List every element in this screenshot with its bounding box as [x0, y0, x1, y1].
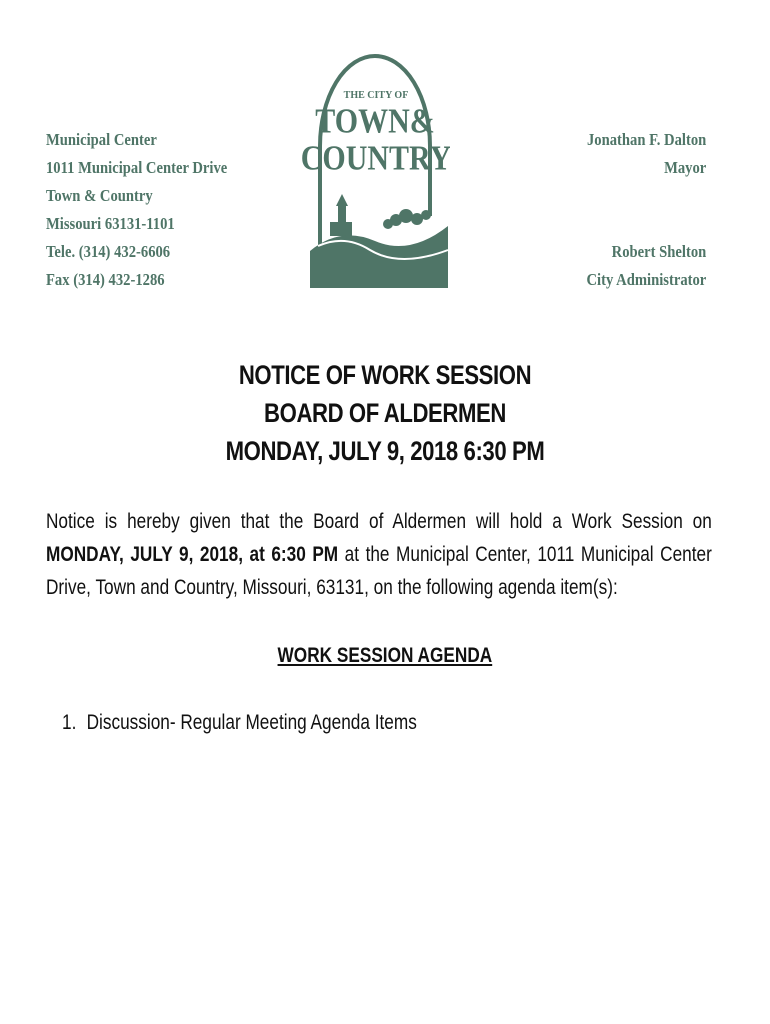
city-logo — [300, 36, 450, 288]
notice-body — [46, 505, 712, 604]
agenda-list — [62, 708, 417, 738]
logo-top-text: THE CITY OF — [343, 90, 409, 101]
agenda-heading-text: WORK SESSION AGENDA — [277, 644, 493, 667]
address-line: Missouri 63131-1101 — [46, 214, 175, 233]
logo-line1: TOWN& — [315, 101, 435, 141]
letterhead-address — [46, 126, 252, 294]
notice-date-bold: MONDAY, JULY 9, 2018, at 6:30 PM — [46, 543, 339, 566]
administrator-name: Robert Shelton — [611, 242, 706, 261]
list-item-text: Discussion- Regular Meeting Agenda Items — [86, 711, 417, 734]
letterhead-officials — [586, 126, 706, 294]
notice-title — [0, 356, 770, 470]
city-logo-icon — [300, 36, 450, 288]
notice-text-part1: Notice is hereby given that the Board of Aldermen will hold a Work Session on — [46, 510, 712, 533]
logo-line2: COUNTRY — [300, 138, 450, 177]
address-line: 1011 Municipal Center Drive — [46, 158, 228, 177]
list-item-number: 1. — [62, 711, 77, 734]
title-line: BOARD OF ALDERMEN — [264, 398, 506, 428]
list-item — [62, 708, 417, 738]
administrator-title: City Administrator — [586, 270, 706, 289]
title-line: MONDAY, JULY 9, 2018 6:30 PM — [225, 436, 545, 466]
address-line: Town & Country — [46, 186, 153, 205]
fax-line: Fax (314) 432-1286 — [46, 270, 165, 289]
notice-text-part2: at the Municipal Center, 1011 Municipal Center Drive, Town and Country, Missouri, 63131, on the following agenda item(s): — [46, 543, 712, 599]
agenda-heading — [0, 641, 770, 671]
mayor-title: Mayor — [663, 158, 706, 177]
phone-line: Tele. (314) 432-6606 — [46, 242, 171, 261]
address-line: Municipal Center — [46, 130, 157, 149]
mayor-name: Jonathan F. Dalton — [586, 130, 706, 149]
title-line: NOTICE OF WORK SESSION — [238, 360, 532, 390]
